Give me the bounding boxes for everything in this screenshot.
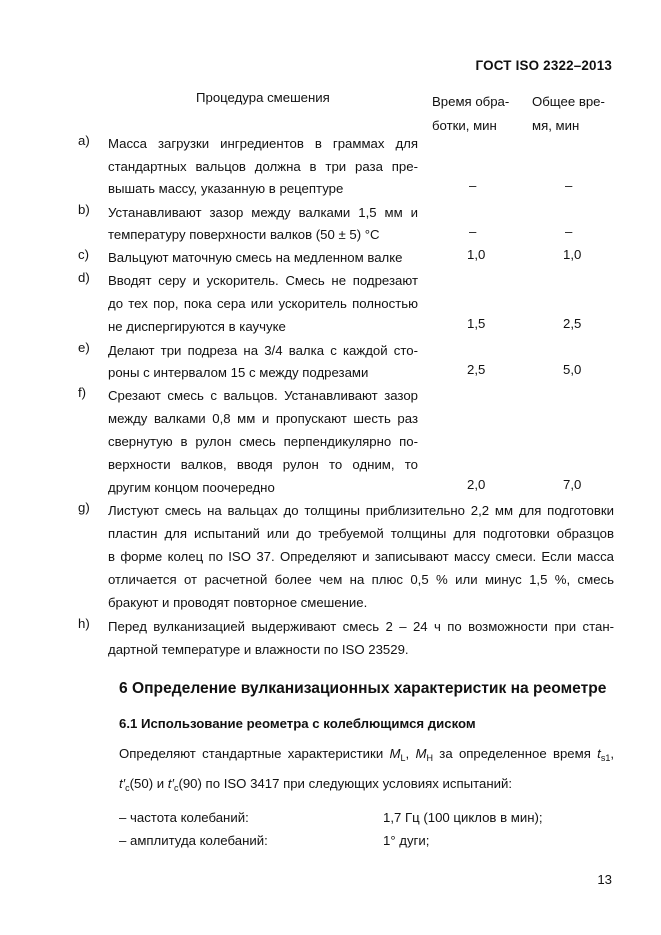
separator: ,: [405, 746, 416, 761]
step-g-text-4: отличается от расчетной более чем на плюс 0,5 % или минус 1,5 %, смесь: [108, 572, 614, 587]
tc90-text: (90) по ISO 3417 при следующих условиях испытаний:: [178, 776, 513, 791]
symbol-t: t: [597, 746, 601, 761]
para-mid: за определенное время: [432, 746, 598, 761]
step-h-text-1: Перед вулканизацией выдерживают смесь 2 – 24 ч по возможности при стан-: [108, 619, 614, 634]
subscript-s1: s1: [600, 753, 611, 763]
step-h-label: h): [78, 616, 90, 631]
column-header-time-line2: ботки, мин: [432, 118, 497, 133]
paragraph-line-2: [119, 776, 512, 793]
step-b-text-1: Устанавливают зазор между валками 1,5 мм и: [108, 205, 418, 220]
step-e-total: 5,0: [563, 362, 582, 377]
step-b-label: b): [78, 202, 90, 217]
step-f-total: 7,0: [563, 477, 582, 492]
step-d-time: 1,5: [467, 316, 486, 331]
step-a-time: –: [469, 178, 477, 193]
page-number: 13: [597, 872, 612, 887]
step-e-text-2: роны с интервалом 15 с между подрезами: [108, 365, 369, 380]
step-b-total: –: [565, 224, 573, 239]
step-b-text-2: температуру поверхности валков (50 ± 5) °C: [108, 227, 380, 242]
column-header-total-line2: мя, мин: [532, 118, 580, 133]
step-a-text-2: стандартных вальцов должна в три раза пре-: [108, 159, 418, 174]
step-d-text-1: Вводят серу и ускоритель. Смесь не подрезают: [108, 273, 418, 288]
step-c-label: c): [78, 247, 89, 262]
symbol-tc-50: t′: [119, 776, 126, 791]
step-f-time: 2,0: [467, 477, 486, 492]
condition-amplitude-name: – амплитуда колебаний:: [119, 833, 268, 848]
document-header: ГОСТ ISO 2322–2013: [475, 58, 612, 73]
column-header-procedure: Процедура смешения: [196, 90, 330, 105]
step-g-label: g): [78, 500, 90, 515]
step-a-text-3: вышать массу, указанную в рецептуре: [108, 181, 344, 196]
step-f-text-5: другим концом поочередно: [108, 480, 275, 495]
step-g-text-3: в форме колец по ISO 37. Определяют и записывают массу смеси. Если масса: [108, 549, 614, 564]
condition-amplitude-value: 1° дуги;: [383, 833, 430, 848]
step-f-label: f): [78, 385, 87, 400]
column-header-time: [432, 90, 522, 138]
step-a-label: a): [78, 133, 90, 148]
step-e-label: e): [78, 340, 90, 355]
step-d-label: d): [78, 270, 90, 285]
column-header-total: [532, 90, 617, 138]
tc50-text: (50) и: [129, 776, 168, 791]
step-f-text-1: Срезают смесь с вальцов. Устанавливают зазор: [108, 388, 418, 403]
step-c-total: 1,0: [563, 247, 582, 262]
column-header-time-line1: Время обра-: [432, 94, 510, 109]
section-heading: 6 Определение вулканизационных характеристик на реометре: [119, 680, 607, 697]
subscript-h: H: [426, 753, 433, 763]
step-h-text-2: дартной температуре и влажности по ISO 23529.: [108, 642, 409, 657]
step-f-text-2: между валками 0,8 мм и пропускают шесть раз: [108, 411, 418, 426]
step-e-text-1: Делают три подреза на 3/4 валка с каждой сто-: [108, 343, 418, 358]
step-a-total: –: [565, 178, 573, 193]
step-a-text-1: Масса загрузки ингредиентов в граммах для: [108, 136, 418, 151]
subscript-c-50: c: [125, 783, 130, 793]
step-f-text-3: свернутую в рулон смесь перпендикулярно по-: [108, 434, 418, 449]
subsection-heading: 6.1 Использование реометра с колеблющимся диском: [119, 716, 476, 731]
condition-frequency-value: 1,7 Гц (100 циклов в мин);: [383, 810, 543, 825]
step-b-time: –: [469, 224, 477, 239]
step-c-text-1: Вальцуют маточную смесь на медленном валке: [108, 250, 403, 265]
step-c-time: 1,0: [467, 247, 486, 262]
subscript-c-90: c: [173, 783, 179, 793]
paragraph-line-1: [119, 746, 614, 763]
step-d-total: 2,5: [563, 316, 582, 331]
condition-frequency-name: – частота колебаний:: [119, 810, 249, 825]
symbol-tc-90: t′: [167, 776, 174, 791]
step-g-text-1: Листуют смесь на вальцах до толщины приблизительно 2,2 мм для подготовки: [108, 503, 614, 518]
symbol-m-l: M: [389, 746, 401, 761]
step-g-text-5: бракуют и проводят повторное смешение.: [108, 595, 368, 610]
para-start: Определяют стандартные характеристики: [119, 746, 390, 761]
step-g-text-2: пластин для испытаний или до требуемой толщины для подготовки образцов: [108, 526, 614, 541]
subscript-l: L: [400, 753, 406, 763]
symbol-m-h: M: [415, 746, 427, 761]
step-e-time: 2,5: [467, 362, 486, 377]
column-header-total-line1: Общее вре-: [532, 94, 605, 109]
step-d-text-2: до тех пор, пока сера или ускоритель полностью: [108, 296, 418, 311]
comma: ,: [610, 746, 614, 761]
step-f-text-4: верхности валков, вводя рулон то одним, то: [108, 457, 418, 472]
step-d-text-3: не диспергируются в каучуке: [108, 319, 286, 334]
